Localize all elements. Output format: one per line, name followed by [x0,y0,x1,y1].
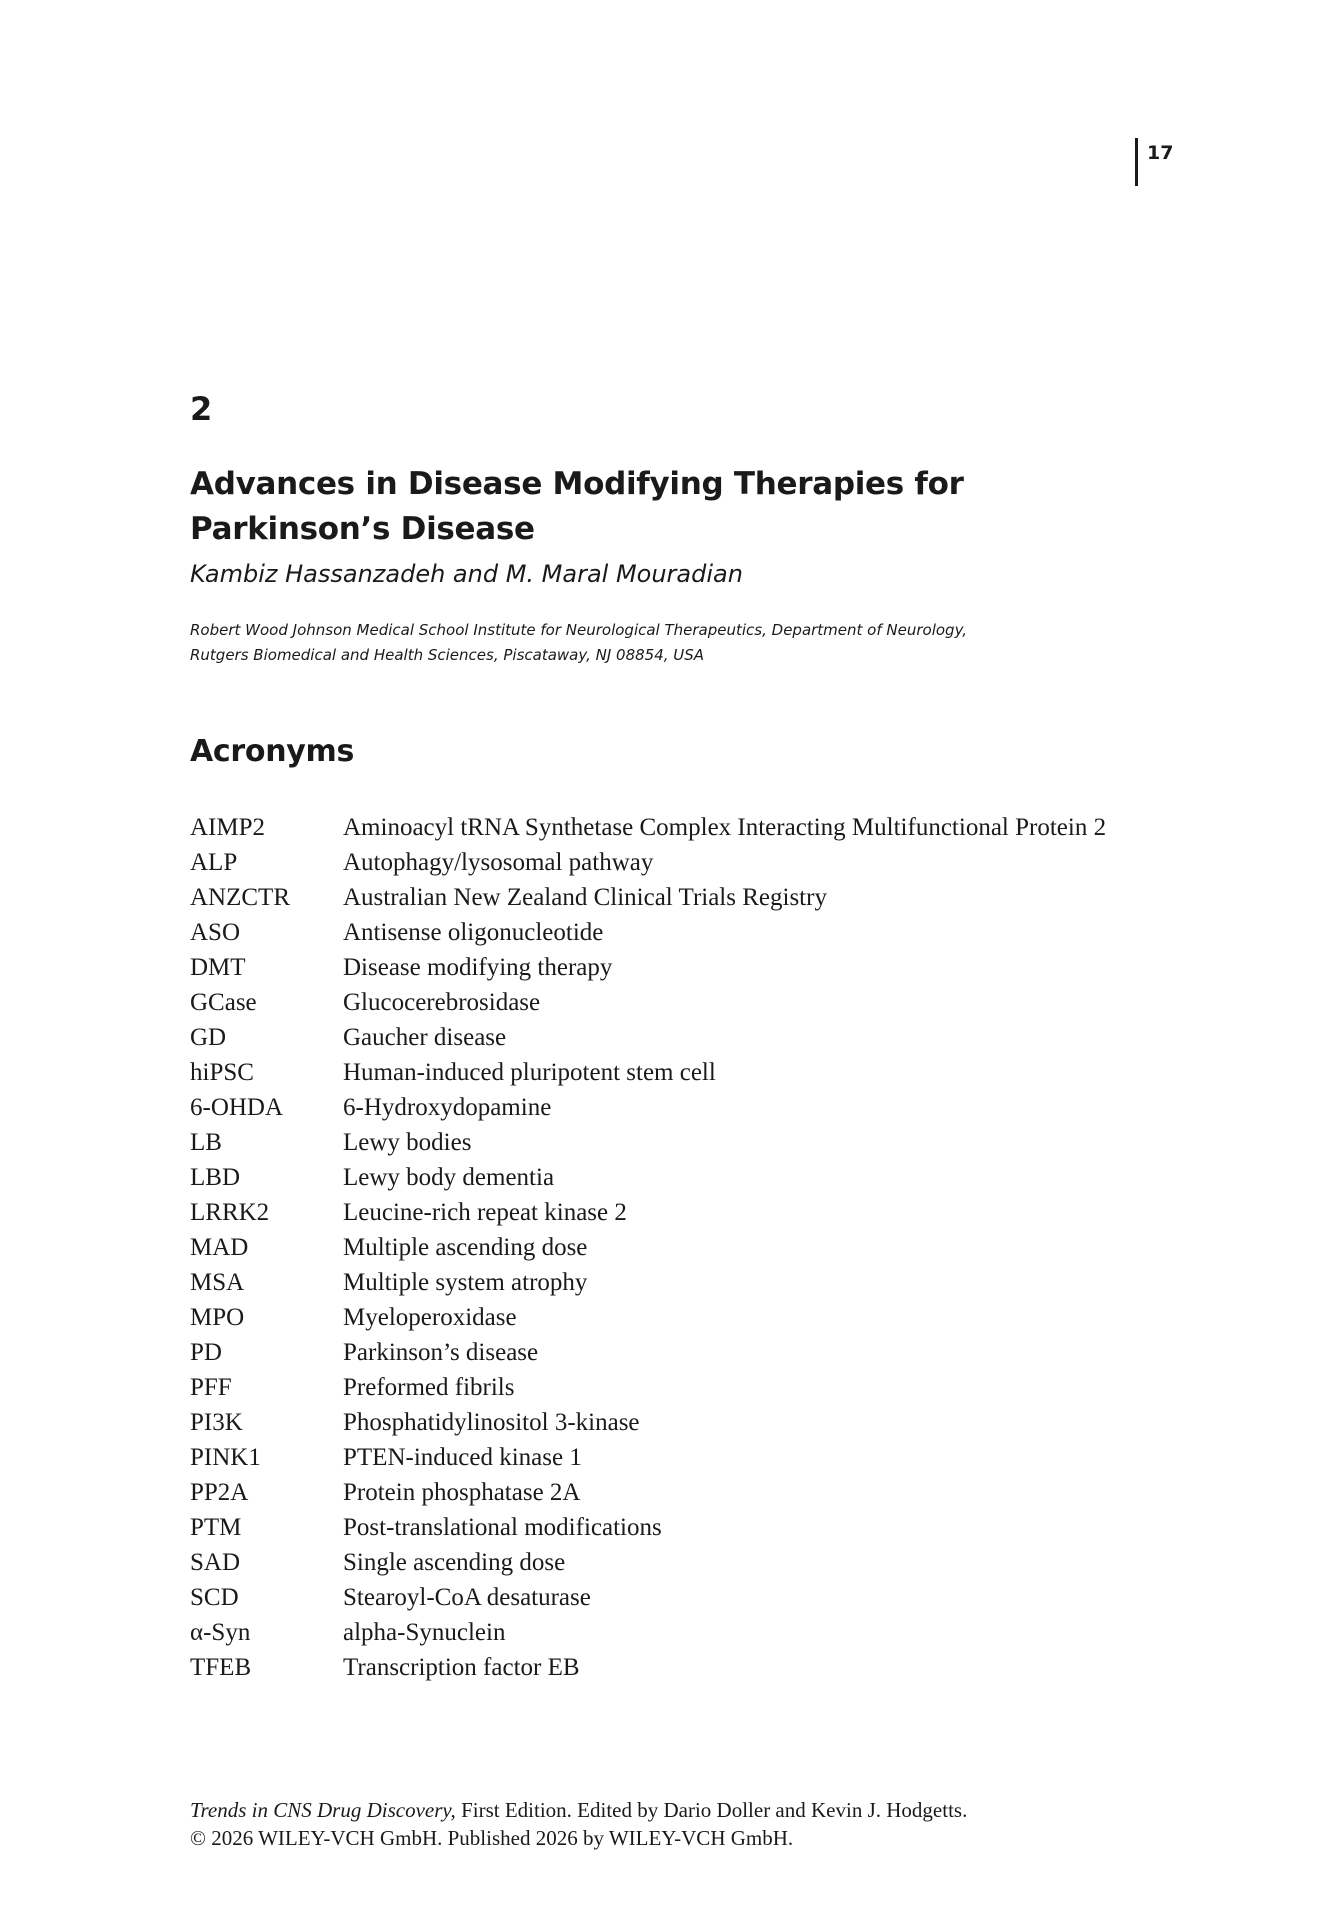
acronym-definition: Post-translational modifications [343,1514,662,1541]
acronym-row [190,985,1150,1020]
acronym-term: SAD [190,1549,241,1576]
acronym-definition: Stearoyl-CoA desaturase [343,1584,591,1611]
acronym-definition: Lewy bodies [343,1129,472,1156]
acronym-definition: Aminoacyl tRNA Synthetase Complex Interacting Multifunctional Protein 2 [343,814,1107,841]
acronym-term: 6-OHDA [190,1094,284,1121]
author-affiliation [190,618,967,668]
acronyms-heading: Acronyms [190,734,355,769]
acronym-definition: Preformed fibrils [343,1374,515,1401]
acronym-term: MSA [190,1269,245,1296]
acronym-row [190,1125,1150,1160]
acronym-definition: Multiple system atrophy [343,1269,588,1296]
acronym-row [190,915,1150,950]
acronym-row [190,1055,1150,1090]
acronym-term: AIMP2 [190,814,266,841]
acronym-term: SCD [190,1584,239,1611]
acronym-row [190,1160,1150,1195]
acronym-definition: Lewy body dementia [343,1164,555,1191]
acronym-definition: Phosphatidylinositol 3-kinase [343,1409,640,1436]
acronym-term: α-Syn [190,1619,251,1646]
footer-edition-text: First Edition. Edited by Dario Doller and Kevin J. Hodgetts. [455,1798,968,1822]
acronym-term: PINK1 [190,1444,261,1471]
chapter-authors: Kambiz Hassanzadeh and M. Maral Mouradian [190,560,743,588]
acronym-definition: Leucine-rich repeat kinase 2 [343,1199,627,1226]
acronym-row [190,1300,1150,1335]
acronym-term: ANZCTR [190,884,290,911]
acronym-definition: Protein phosphatase 2A [343,1479,581,1506]
acronym-definition: Glucocerebrosidase [343,989,541,1016]
acronym-definition: Antisense oligonucleotide [343,919,604,946]
acronym-row [190,1440,1150,1475]
acronym-row [190,1020,1150,1055]
acronym-definition: Disease modifying therapy [343,954,613,981]
acronym-term: ASO [190,919,241,946]
acronym-row [190,1615,1150,1650]
acronym-row [190,1405,1150,1440]
acronym-row [190,1510,1150,1545]
acronym-definition: Myeloperoxidase [343,1304,517,1331]
acronym-row [190,1370,1150,1405]
acronym-definition: Human-induced pluripotent stem cell [343,1059,716,1086]
acronym-term: PTM [190,1514,242,1541]
acronym-term: GCase [190,989,257,1016]
acronym-term: LB [190,1129,222,1156]
acronym-definition: Transcription factor EB [343,1654,580,1681]
acronym-definition: Single ascending dose [343,1549,566,1576]
acronym-term: PFF [190,1374,232,1401]
acronym-row [190,1090,1150,1125]
acronym-definition: Australian New Zealand Clinical Trials Registry [343,884,827,911]
footer-citation [190,1796,967,1824]
acronym-row [190,1580,1150,1615]
acronym-term: TFEB [190,1654,252,1681]
footer-copyright: © 2026 WILEY-VCH GmbH. Published 2026 by WILEY-VCH GmbH. [190,1826,794,1850]
acronym-definition: alpha-Synuclein [343,1619,506,1646]
page-footer [190,1796,967,1852]
acronym-term: LRRK2 [190,1199,270,1226]
acronym-definition: PTEN-induced kinase 1 [343,1444,582,1471]
chapter-title: Advances in Disease Modifying Therapies for Parkinson’s Disease [190,466,964,547]
acronym-row [190,1335,1150,1370]
affiliation-line: Robert Wood Johnson Medical School Institute for Neurological Therapeutics, Department of Neurology, [190,621,968,639]
acronym-row [190,1650,1150,1685]
acronym-definition: Multiple ascending dose [343,1234,588,1261]
acronym-list [190,810,1150,1685]
acronym-term: LBD [190,1164,240,1191]
acronym-row [190,1265,1150,1300]
page-number-rule [1135,138,1138,186]
acronym-row [190,880,1150,915]
acronym-row [190,950,1150,985]
acronym-term: PP2A [190,1479,249,1506]
affiliation-line: Rutgers Biomedical and Health Sciences, Piscataway, NJ 08854, USA [190,646,705,664]
acronym-term: DMT [190,954,246,981]
acronym-definition: Parkinson’s disease [343,1339,539,1366]
footer-book-title: Trends in CNS Drug Discovery, [190,1798,456,1822]
acronym-term: PD [190,1339,222,1366]
acronym-row [190,810,1150,845]
acronym-term: MPO [190,1304,245,1331]
chapter-number: 2 [190,390,213,428]
page-number: 17 [1147,142,1174,164]
acronym-term: ALP [190,849,238,876]
acronym-row [190,1230,1150,1265]
acronym-definition: 6-Hydroxydopamine [343,1094,552,1121]
acronym-definition: Gaucher disease [343,1024,507,1051]
acronym-term: MAD [190,1234,249,1261]
acronym-term: GD [190,1024,227,1051]
acronym-definition: Autophagy/lysosomal pathway [343,849,654,876]
acronym-row [190,845,1150,880]
acronym-row [190,1545,1150,1580]
acronym-row [190,1195,1150,1230]
acronym-term: hiPSC [190,1059,254,1086]
acronym-term: PI3K [190,1409,243,1436]
acronym-row [190,1475,1150,1510]
